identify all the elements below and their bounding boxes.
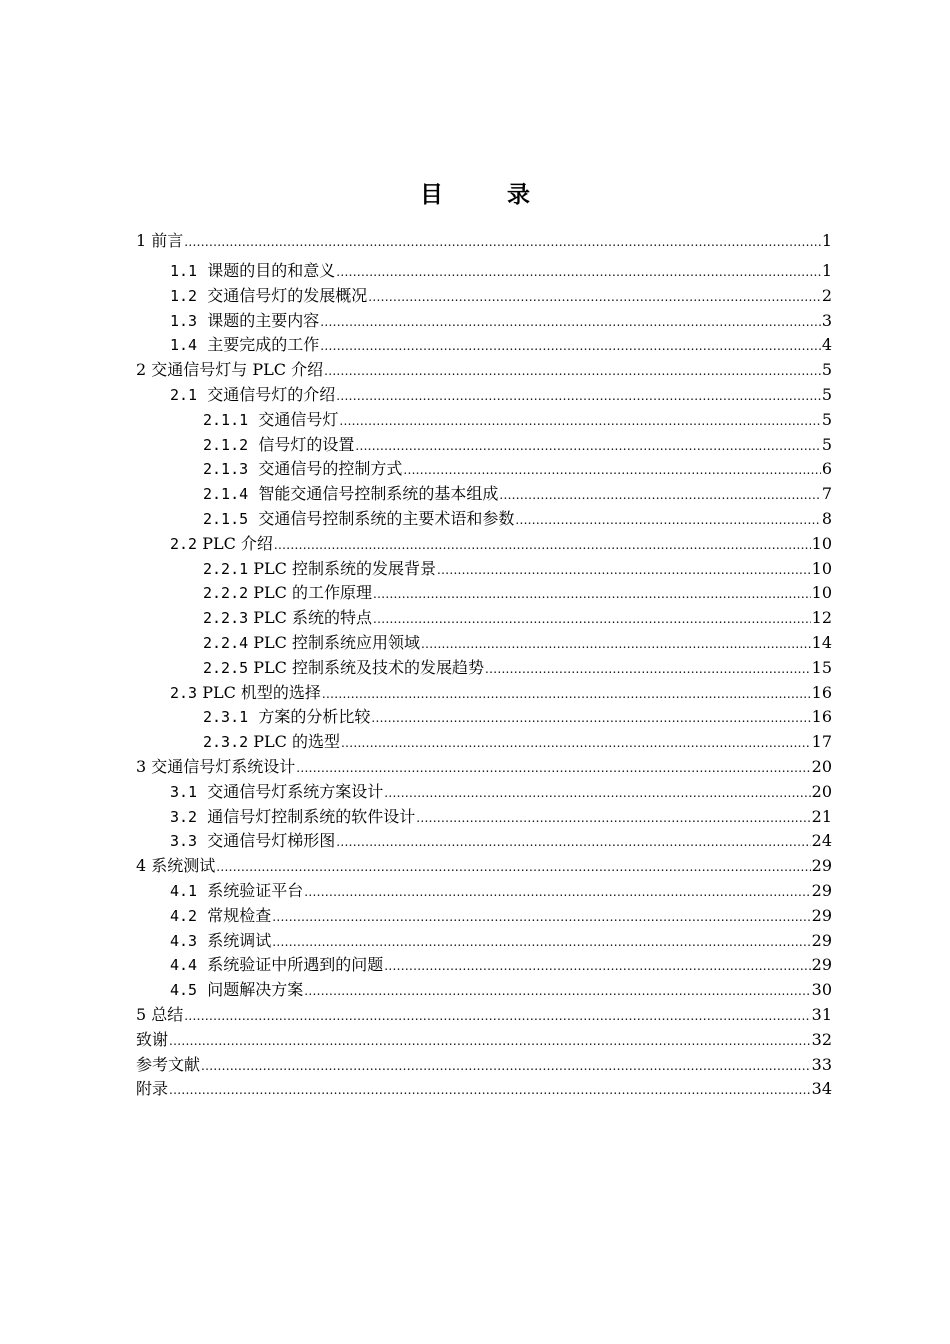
toc-number: 2.3	[170, 683, 198, 702]
toc-page-number: 14	[811, 632, 832, 652]
toc-title: 课题的目的和意义	[207, 261, 336, 280]
toc-title: 附录	[136, 1079, 169, 1099]
toc-page-number: 29	[811, 905, 832, 925]
toc-page-number: 32	[811, 1029, 832, 1049]
toc-number: 4.5	[170, 981, 198, 1000]
toc-number: 1.2	[170, 286, 198, 305]
toc-page-number: 31	[811, 1004, 832, 1024]
toc-entry[interactable]	[136, 929, 832, 954]
toc-entry[interactable]	[136, 805, 832, 830]
toc-leader	[368, 285, 821, 310]
toc-number: 2.2.5	[203, 658, 249, 677]
toc-title: 主要完成的工作	[207, 335, 320, 355]
toc-title: 系统测试	[151, 856, 216, 876]
toc-entry[interactable]	[136, 730, 832, 755]
toc-entry[interactable]	[136, 532, 832, 557]
toc-leader	[336, 384, 821, 409]
toc-title: 课题的主要内容	[207, 310, 320, 330]
toc-number: 1	[136, 231, 147, 250]
toc-number: 2.1	[170, 385, 198, 404]
toc-number: 2.1.1	[203, 410, 249, 429]
toc-page-number: 34	[811, 1079, 832, 1099]
toc-page-number: 12	[811, 608, 832, 628]
toc-title: 交通信号灯梯形图	[207, 831, 336, 851]
toc-title: 交通信号灯的介绍	[207, 384, 336, 404]
toc-title: 前言	[151, 231, 184, 250]
toc-entry[interactable]	[136, 656, 832, 681]
toc-leader	[296, 756, 810, 781]
toc-number: 4	[136, 856, 147, 876]
toc-page-number: 5	[821, 434, 832, 454]
toc-title: PLC 的选型	[253, 732, 340, 752]
toc-number: 5	[136, 1004, 147, 1024]
toc-entry[interactable]	[136, 681, 832, 706]
toc-title: 交通信号灯系统设计	[151, 756, 296, 776]
toc-leader	[169, 1029, 811, 1054]
toc-entry[interactable]	[136, 358, 832, 383]
toc-title: 交通信号控制系统的主要术语和参数	[258, 508, 515, 528]
toc-page-number: 29	[811, 856, 832, 876]
toc-entry[interactable]	[136, 1053, 832, 1078]
toc-number: 1.4	[170, 336, 198, 355]
toc-title: 交通信号灯	[258, 409, 339, 429]
toc-leader	[201, 1054, 811, 1079]
toc-leader	[169, 1078, 811, 1103]
toc-page-number: 7	[821, 484, 832, 504]
toc-title: 问题解决方案	[207, 980, 304, 1000]
toc-number: 3.3	[170, 832, 198, 851]
toc-page-number: 29	[811, 955, 832, 975]
toc-number: 4.3	[170, 931, 198, 950]
toc-page-number: 10	[811, 533, 832, 553]
toc-entry[interactable]	[136, 705, 832, 730]
toc-leader	[272, 905, 810, 930]
toc-page-number: 4	[821, 335, 832, 355]
toc-title: PLC 机型的选择	[202, 682, 321, 702]
toc-title: PLC 控制系统的发展背景	[253, 558, 436, 578]
toc-number: 1.3	[170, 311, 198, 330]
toc-page-number: 8	[821, 508, 832, 528]
toc-number: 3.2	[170, 807, 198, 826]
toc-title: 致谢	[136, 1029, 169, 1049]
toc-leader	[322, 682, 811, 707]
toc-entry[interactable]	[136, 333, 832, 358]
toc-entry[interactable]	[136, 631, 832, 656]
toc-title: PLC 控制系统及技术的发展趋势	[253, 657, 484, 677]
toc-number: 2.1.2	[203, 435, 249, 454]
toc-page-number: 20	[811, 781, 832, 801]
toc-page-number: 3	[821, 310, 832, 330]
toc-entry[interactable]	[136, 557, 832, 582]
toc-page-number: 5	[821, 360, 832, 380]
toc-entry[interactable]	[136, 507, 832, 532]
toc-entry[interactable]	[136, 1077, 832, 1102]
toc-leader	[320, 334, 821, 359]
toc-title: PLC 介绍	[202, 533, 273, 553]
toc-page-number: 29	[811, 880, 832, 900]
toc-leader	[216, 855, 810, 880]
toc-leader	[499, 483, 820, 508]
toc-page-number: 30	[811, 980, 832, 1000]
toc-number: 2.1.3	[203, 460, 249, 479]
toc-leader	[421, 632, 811, 657]
toc-number: 4.1	[170, 881, 198, 900]
toc-leader	[373, 607, 811, 632]
toc-page-number: 1	[821, 261, 832, 280]
toc-number: 2	[136, 360, 147, 380]
toc-title: 智能交通信号控制系统的基本组成	[258, 484, 499, 504]
toc-page-number: 33	[811, 1054, 832, 1074]
toc-entry[interactable]	[136, 383, 832, 408]
toc-leader	[485, 657, 811, 682]
toc-page-number: 2	[821, 285, 832, 305]
toc-title: 总结	[151, 1004, 184, 1024]
toc-entry[interactable]	[136, 408, 832, 433]
toc-number: 2.2	[170, 534, 198, 553]
toc-leader	[437, 558, 811, 583]
toc-number: 2.1.4	[203, 485, 249, 504]
toc-number: 1.1	[170, 262, 198, 280]
toc-title: 参考文献	[136, 1054, 201, 1074]
toc-entry[interactable]	[136, 457, 832, 482]
toc-entry[interactable]	[136, 229, 832, 259]
toc-title: 系统验证平台	[207, 880, 304, 900]
toc-page-number: 16	[811, 682, 832, 702]
toc-entry[interactable]	[136, 879, 832, 904]
toc-page-number: 17	[811, 732, 832, 752]
toc-page-number: 6	[821, 459, 832, 479]
toc-entry[interactable]	[136, 284, 832, 309]
table-of-contents	[136, 229, 832, 1102]
toc-page-number: 24	[811, 831, 832, 851]
toc-leader	[274, 533, 811, 558]
toc-page-number: 5	[821, 409, 832, 429]
toc-number: 4.4	[170, 956, 198, 975]
toc-title: 交通信号灯与 PLC 介绍	[151, 360, 324, 380]
toc-leader	[339, 409, 820, 434]
toc-title: 方案的分析比较	[258, 707, 371, 727]
toc-leader	[184, 1004, 810, 1029]
toc-entry[interactable]	[136, 953, 832, 978]
toc-leader	[304, 880, 810, 905]
toc-entry[interactable]	[136, 755, 832, 780]
toc-leader	[272, 930, 810, 955]
toc-title: 通信号灯控制系统的软件设计	[207, 806, 416, 826]
toc-number: 3	[136, 756, 147, 776]
toc-leader	[403, 458, 820, 483]
toc-number: 2.3.1	[203, 708, 249, 727]
toc-entry[interactable]	[136, 780, 832, 805]
toc-title: 交通信号灯的发展概况	[207, 285, 368, 305]
toc-number: 2.2.3	[203, 609, 249, 628]
toc-title: PLC 的工作原理	[253, 583, 372, 603]
toc-number: 2.2.1	[203, 559, 249, 578]
toc-leader	[515, 508, 820, 533]
toc-number: 2.1.5	[203, 509, 249, 528]
toc-number: 3.1	[170, 782, 198, 801]
toc-title: PLC 控制系统应用领域	[253, 632, 420, 652]
toc-page-number: 5	[821, 384, 832, 404]
toc-leader	[320, 310, 821, 335]
toc-page-number: 1	[821, 231, 832, 250]
toc-entry[interactable]	[136, 1003, 832, 1028]
toc-leader	[384, 954, 810, 979]
toc-title: 系统验证中所遇到的问题	[207, 955, 384, 975]
toc-entry[interactable]	[136, 978, 832, 1003]
toc-entry[interactable]	[136, 1028, 832, 1053]
toc-title: 常规检查	[207, 905, 272, 925]
toc-title: PLC 系统的特点	[253, 608, 372, 628]
toc-entry[interactable]	[136, 309, 832, 334]
toc-title: 信号灯的设置	[258, 434, 355, 454]
toc-title: 交通信号的控制方式	[258, 459, 403, 479]
toc-leader	[336, 830, 810, 855]
toc-leader	[416, 806, 810, 831]
toc-entry[interactable]	[136, 904, 832, 929]
toc-entry[interactable]	[136, 854, 832, 879]
toc-leader	[355, 434, 820, 459]
toc-leader	[384, 781, 810, 806]
toc-entry[interactable]	[136, 829, 832, 854]
toc-number: 4.2	[170, 906, 198, 925]
toc-number: 2.3.2	[203, 733, 249, 752]
toc-number: 2.2.2	[203, 584, 249, 603]
toc-page-number: 29	[811, 930, 832, 950]
toc-leader	[184, 230, 821, 255]
toc-entry[interactable]	[136, 433, 832, 458]
toc-leader	[371, 706, 810, 731]
toc-title: 交通信号灯系统方案设计	[207, 781, 384, 801]
toc-entry[interactable]	[136, 259, 832, 284]
toc-page-number: 10	[811, 583, 832, 603]
toc-page-number: 20	[811, 756, 832, 776]
toc-leader	[304, 979, 810, 1004]
toc-number: 2.2.4	[203, 633, 249, 652]
toc-entry[interactable]	[136, 482, 832, 507]
toc-leader	[373, 582, 811, 607]
toc-page-number: 21	[811, 806, 832, 826]
toc-page-number: 16	[811, 707, 832, 727]
toc-page-number: 10	[811, 558, 832, 578]
toc-leader	[324, 359, 821, 384]
page-title: 目 录	[419, 182, 558, 208]
toc-leader	[336, 260, 821, 285]
toc-title: 系统调试	[207, 930, 272, 950]
toc-leader	[341, 731, 811, 756]
toc-page-number: 15	[811, 657, 832, 677]
toc-entry[interactable]	[136, 606, 832, 631]
toc-entry[interactable]	[136, 581, 832, 606]
